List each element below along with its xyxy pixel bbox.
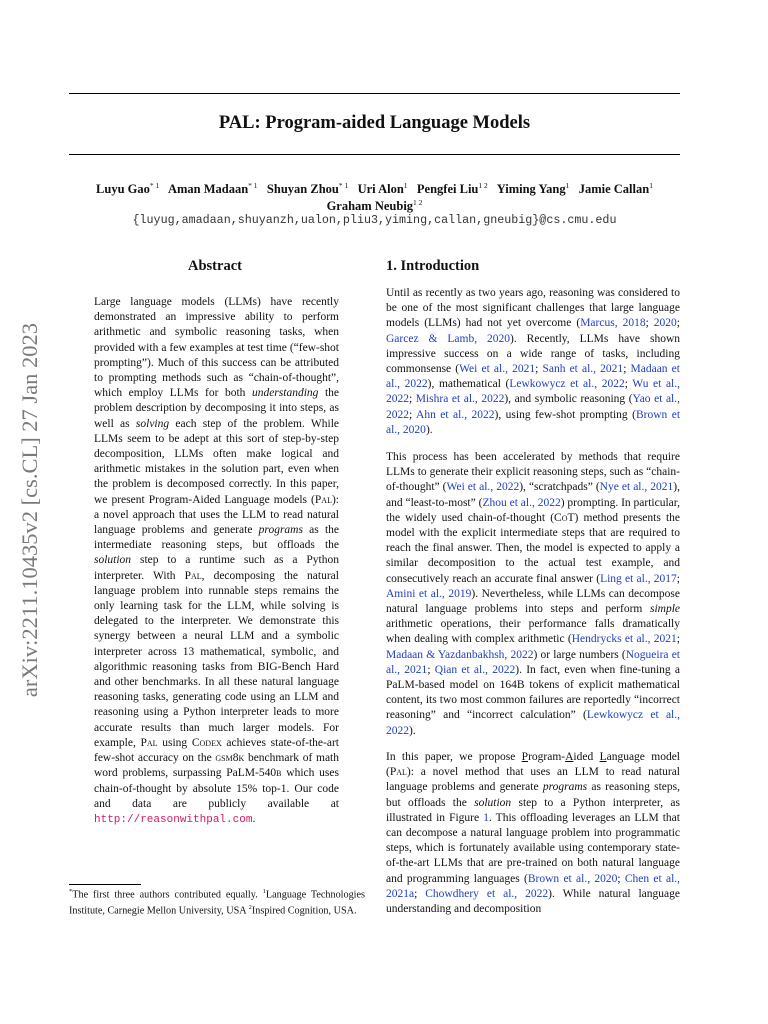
title-top-rule [69, 93, 680, 94]
intro-paragraph-1: Until as recently as two years ago, reasoning was considered to be one of the most significant challenges that large language models (LLMs) had not yet overcome (Marcus, 2018; 2020; Garcez & Lamb, 2020). Recently, LLMs have shown impressive success on a wide range of tasks, including commonsense (Wei et al., 2021; Sanh et al., 2021; Madaan et al., 2022), mathematical (Lewkowycz et al., 2022; Wu et al., 2022; Mishra et al., 2022), and symbolic reasoning (Yao et al., 2022; Ahn et al., 2022), using few-shot prompting (Brown et al., 2020). [386, 287, 681, 436]
underlined-letter: A [565, 751, 574, 763]
intro-paragraph-2: This process has been accelerated by methods that require LLMs to generate their explicit reasoning steps, such as “chain-of-thought” (Wei et al., 2022), “scratchpads” (Nye et al., 2021), and “least-to-most” (Zhou et al., 2022) prompting. In particular, the widely used chain-of-thought (CoT) method presents the model with the explicit intermediate steps that are required to reach the final answer. Then, the model is expected to apply a similar decomposition to the actual test example, and consecutively reach an accurate final answer (Ling et al., 2017; Amini et al., 2019). Nevertheless, while LLMs can decompose natural language problems into steps and perform simple arithmetic operations, their performance falls dramatically when dealing with complex arithmetic (Hendrycks et al., 2021; Madaan & Yazdanbakhsh, 2022) or large numbers (Nogueira et al., 2021; Qian et al., 2022). In fact, even when fine-tuning a PaLM-based model on 164B tokens of explicit mathematical content, its two most common failures are reportedly “incorrect reasoning” and “incorrect calculation” (Lewkowycz et al., 2022). [386, 451, 681, 737]
citation-link[interactable]: 1 [483, 811, 489, 824]
author-emails: {luyug,amadaan,shuyanzh,ualon,pliu3,yiming,callan,gneubig}@cs.cmu.edu [132, 213, 617, 227]
author: Aman Madaan$^{* 1}$ [167, 180, 258, 196]
title-bottom-rule [69, 154, 680, 155]
small-caps-text: al [396, 766, 407, 779]
author: Pengfei Liu$^{1 2}$ [416, 180, 488, 196]
citation-link[interactable]: Hendrycks et al., 2021 [571, 633, 677, 646]
citation-link[interactable]: Brown et al., 2020 [386, 408, 681, 436]
citation-link[interactable]: Chen et al., 2021a [386, 872, 681, 900]
citation-link[interactable]: Sanh et al., 2021 [542, 363, 624, 376]
author: Uri Alon$^1$ [357, 180, 408, 196]
citation-link[interactable]: Amini et al., 2019 [386, 587, 472, 600]
paper-title: PAL: Program-aided Language Models [218, 113, 531, 133]
footnote: *The first three authors contributed equally. $^1$Language Technologies Institute, Carnegie Mellon University, USA $^2$Inspired Cognition, USA. [69, 888, 365, 917]
underlined-letter: L [599, 751, 607, 763]
emphasis-text: solution [474, 796, 512, 809]
citation-link[interactable]: Wei et al., 2021 [459, 363, 536, 376]
citation-link[interactable]: Chowdhery et al., 2022 [425, 887, 549, 900]
citation-link[interactable]: Nogueira et al., 2021 [386, 648, 680, 676]
underlined-letter: P [521, 751, 529, 763]
citation-link[interactable]: Zhou et al., 2022 [482, 496, 561, 509]
author: Yiming Yang$^1$ [496, 180, 570, 196]
citation-link[interactable]: Wu et al., 2022 [386, 378, 680, 406]
citation-link[interactable]: Madaan & Yazdanbakhsh, 2022 [386, 648, 534, 661]
citation-link[interactable]: Brown et al., 2020 [527, 872, 618, 885]
citation-link[interactable]: Marcus, 2018 [580, 317, 646, 330]
author: Luyu Gao$^{* 1}$ [96, 180, 160, 196]
citation-link[interactable]: Lewkowycz et al., 2022 [386, 709, 680, 737]
citation-link[interactable]: Wei et al., 2022 [446, 481, 520, 494]
citation-link[interactable]: Lewkowycz et al., 2022 [509, 378, 625, 391]
citation-link[interactable]: Nye et al., 2021 [599, 481, 674, 494]
citation-link[interactable]: Mishra et al., 2022 [415, 393, 505, 406]
small-caps-text: o [561, 511, 568, 524]
citation-link[interactable]: Madaan et al., 2022 [386, 363, 680, 391]
footnote-rule [69, 884, 141, 885]
project-url-link[interactable]: http://reasonwithpal.com [94, 813, 253, 826]
author: Graham Neubig$^{1 2}$ [326, 197, 423, 213]
citation-link[interactable]: Qian et al., 2022 [434, 663, 516, 676]
emphasis-text: simple [649, 603, 680, 616]
citation-link[interactable]: 2020 [653, 317, 677, 330]
abstract-heading: Abstract [188, 258, 242, 274]
citation-link[interactable]: Garcez & Lamb, 2020 [386, 332, 511, 345]
abstract-body: Large language models (LLMs) have recently demonstrated an impressive ability to perform arithmetic and symbolic reasoning tasks, when provided with a few examples at test time (“few-shot prompting”). Much of this success can be attributed to prompting methods such as “chain-of-thought”, which employ LLMs for both understanding the problem description by decomposing it into steps, as well as solving each step of the problem. While LLMs seem to be adept at this sort of step-by-step decomposition, LLMs often make logical and arithmetic mistakes in the solution part, even when the problem is decomposed correctly. In this paper, we present Program-Aided Language models (Pal): a novel approach that uses the LLM to read natural language problems and generate programs as the intermediate reasoning steps, but offloads the solution step to a runtime such as a Python interpreter. With Pal, decomposing the natural language problem into runnable steps remains the only learning task for the LLM, while solving is delegated to the interpreter. We demonstrate this synergy between a neural LLM and a symbolic interpreter across 13 mathematical, symbolic, and algorithmic reasoning tasks from BIG-Bench Hard and other benchmarks. In all these natural language reasoning tasks, generating code using an LLM and reasoning using a Python interpreter leads to more accurate results than much larger models. For example, Pal using Codex achieves state-of-the-art few-shot accuracy on the gsm8k benchmark of math word problems, surpassing PaLM-540b which uses chain-of-thought by absolute 15% top-1. Our code and data are publicly available at http://reasonwithpal.com. [94, 296, 339, 826]
intro-paragraph-3: In this paper, we propose Program-Aided Language model (Pal): a novel method that uses an LLM to read natural language problems and generate programs as reasoning steps, but offloads the solution step to a Python interpreter, as illustrated in Figure 1. This offloading leverages an LLM that can decompose a natural language problem into programmatic steps, which is fortunately available using contemporary state-of-the-art LLMs that are pre-trained on both natural language and programming languages (Brown et al., 2020; Chen et al., 2021a; Chowdhery et al., 2022). While natural language understanding and decomposition [386, 751, 681, 916]
introduction-heading: 1. Introduction [386, 258, 480, 274]
citation-link[interactable]: Ahn et al., 2022 [416, 408, 495, 421]
citation-link[interactable]: Yao et al., 2022 [386, 393, 681, 421]
author: Jamie Callan$^1$ [578, 180, 653, 196]
citation-link[interactable]: Ling et al., 2017 [600, 572, 677, 585]
arxiv-identifier: arXiv:2211.10435v2 [cs.CL] 27 Jan 2023 [17, 322, 42, 698]
author-list [69, 181, 680, 215]
author: Shuyan Zhou$^{* 1}$ [266, 180, 349, 196]
emphasis-text: programs [542, 781, 588, 794]
